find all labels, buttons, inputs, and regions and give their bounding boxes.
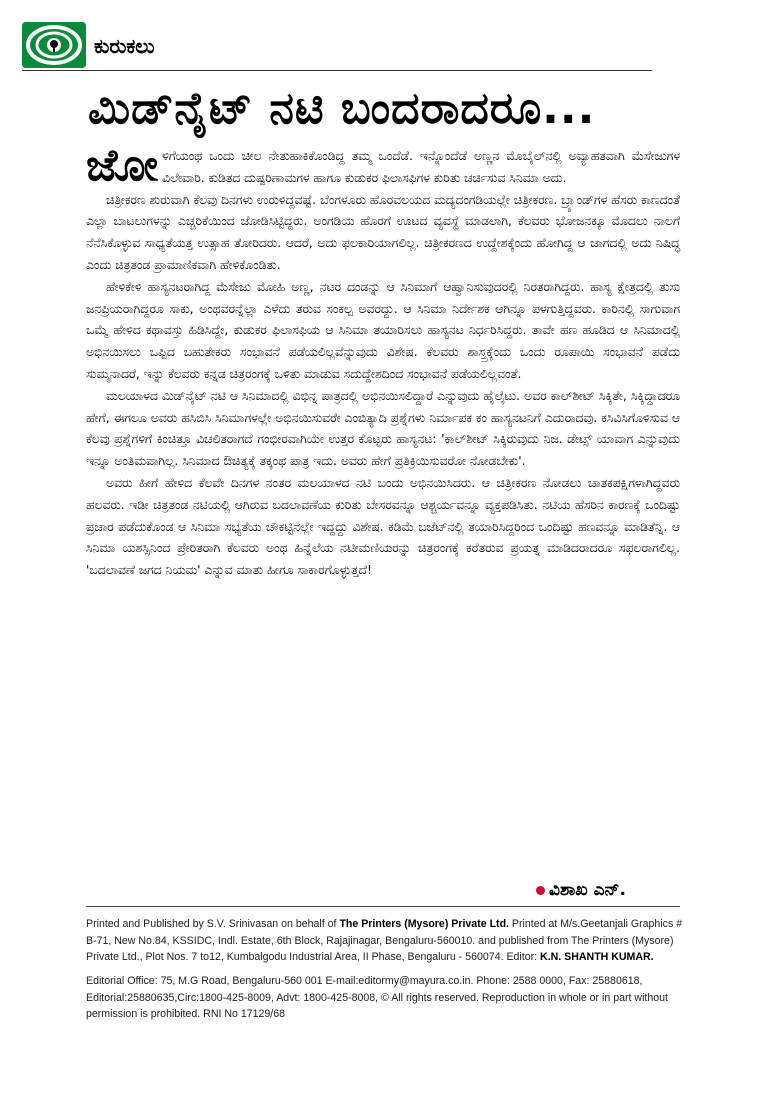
article-paragraph: ಚಿತ್ರೀಕರಣ ಶುರುವಾಗಿ ಕೆಲವು ದಿನಗಳು ಉರುಳಿದ್ದವಷ್ಟೆ. ಬೆಂಗಳೂರು ಹೊರವಲಯದ ಮದ್ಯದಂಗಡಿಯಲ್ಲೇ ಚಿತ್ರೀಕರಣ. ಬ್ರ್ಯಾಂಡ್‌ಗಳ ಹೆಸರು ಕಾಣದಂತೆ ಎಲ್ಲಾ ಬಾಟಲುಗಳನ್ನು ಎಚ್ಚರಿಕೆಯಿಂದ ಜೋಡಿಸಿಟ್ಟಿದ್ದರು. ಅಂಗಡಿಯ ಹೊರಗೆ ಊಟದ ವ್ಯವಸ್ಥೆ ಮಾಡಲಾಗಿ, ಕೆಲವರು ಭೋಜನಕ್ಕೂ ಮೊದಲು ನಾಲಗೆ ನೆನೆಸಿಕೊಳ್ಳುವ ಸಾಧ್ಯತೆಯತ್ತ ಉತ್ಸಾಹ ತೋರಿದರು. ಆದರೆ, ಅದು ಫಲಕಾರಿಯಾಗಲಿಲ್ಲ. ಚಿತ್ರೀಕರಣದ ಉದ್ದೇಶಕ್ಕೆಂದು ಹೋಗಿದ್ದ ಆ ಜಾಗದಲ್ಲಿ ಅದು ನಿಷಿದ್ಧ ಎಂದು ಚಿತ್ರತಂಡ ಪ್ರಾಮಾಣಿಕವಾಗಿ ಹೇಳಿಕೊಂಡಿತು. — [86, 192, 680, 272]
imprint-line — [86, 916, 686, 966]
editor-name: K.N. SHANTH KUMAR. — [540, 951, 654, 963]
bullet-icon — [536, 886, 545, 895]
publisher-name: The Printers (Mysore) Private Ltd. — [339, 918, 509, 930]
magazine-logo-icon — [22, 22, 86, 68]
editorial-office-info: Editorial Office: 75, M.G Road, Bengaluru-560 001 E-mail:editormy@mayura.co.in. Phone: 2588 0000, Fax: 25880618, Editorial:25880635,Circ:1800-425-8009, Advt: 1800-425-8008, © All rights reserved. Reproduction in whole or in part without permission is prohibited. RNI No 17129/68 — [86, 975, 668, 1020]
imprint-text: Printed at M/s.Geetanjali Graphics # B-71, New No.84, KSSIDC, Indl. Estate, 6th Block, Rajajinagar, Bengaluru-560010. and published from The Printers (Mysore) Private Ltd., Plot Nos. 7 to12, Kumbalgodu Industrial Area, II Phase, Bengaluru - 560074. Editor: — [86, 918, 683, 963]
page-header — [22, 20, 652, 72]
header-divider — [22, 70, 652, 71]
author-byline — [536, 880, 626, 900]
article-headline: ಮಿಡ್‌ನೈಟ್ ನಟಿ ಬಂದರಾದರೂ... — [88, 83, 596, 134]
section-title: ಕುರುಕಲು — [94, 34, 155, 58]
paragraph-text: ಳಿಗೆಯಂಥ ಒಂದು ಚೀಲ ನೇತುಹಾಕಿಕೊಂಡಿದ್ದ ತಮ್ಮ ಒಂದೆಡೆ. ಇನ್ನೊಂದೆಡೆ ಅಣ್ಣನ ಮೊಬೈಲ್‌ನಲ್ಲಿ ಅವ್ಯಾಹತವಾಗಿ ಮೆಸೇಜುಗಳ ವಿಲೇವಾರಿ. ಕುಡಿತದ ದುಷ್ಪರಿಣಾಮಗಳ ಹಾಗೂ ಕುಡುಕರ ಫಿಲಾಸಫಿಗಳ ಕುರಿತು ಚರ್ಚಿಸುವ ಸಿನಿಮಾ ಅದು. — [162, 149, 680, 185]
article-paragraph: ಅವರು ಹೀಗೆ ಹೇಳಿದ ಕೆಲವೇ ದಿನಗಳ ನಂತರ ಮಲಯಾಳದ ನಟಿ ಬಂದು ಅಭಿನಯಿಸಿದರು. ಆ ಚಿತ್ರೀಕರಣ ನೋಡಲು ಚಾತಕಪಕ್ಷಿಗಳಾಗಿದ್ದವರು ಹಲವರು. ಇಡೀ ಚಿತ್ರತಂಡ ನಟಿಯಲ್ಲಿ ಆಗಿರುವ ಬದಲಾವಣೆಯ ಕುರಿತು ಬೇಸರವನ್ನೂ ಆಶ್ಚರ್ಯವನ್ನೂ ವ್ಯಕ್ತಪಡಿಸಿತು. ನಟಿಯ ಹೆಸರಿನ ಕಾರಣಕ್ಕೆ ಒಂದಿಷ್ಟು ಪ್ರಚಾರ ಪಡೆದುಕೊಂಡ ಆ ಸಿನಿಮಾ ಸಭ್ಯತೆಯ ಚೌಕಟ್ಟಿನಲ್ಲೇ ಇದ್ದದ್ದು ವಿಶೇಷ. ಕಡಿಮೆ ಬಜೆಟ್‌ನಲ್ಲಿ ತಯಾರಿಸಿದ್ದರಿಂದ ಒಂದಿಷ್ಟು ಹಣವನ್ನೂ ಮಾಡಿತೆನ್ನಿ. ಆ ಸಿನಿಮಾ ಯಶಸ್ಸಿನಿಂದ ಪ್ರೇರಿತರಾಗಿ ಕೆಲವರು ಅಂಥ ಹಿನ್ನೆಲೆಯ ನಟೀಮಣಿಯರನ್ನು ಚಿತ್ರರಂಗಕ್ಕೆ ಕರೆತರುವ ಪ್ರಯತ್ನ ಮಾಡಿದರಾದರೂ ಸಫಲರಾಗಲಿಲ್ಲ. 'ಬದಲಾವಣೆ ಜಗದ ನಿಯಮ' ಎನ್ನುವ ಮಾತು ಹೀಗೂ ಸಾಕಾರಗೊಳ್ಳುತ್ತದೆ! — [86, 475, 680, 578]
footer-divider — [86, 906, 680, 907]
drop-cap: ಜೋ — [86, 140, 159, 191]
imprint-text: Printed and Published by S.V. Srinivasan on behalf of — [86, 918, 340, 930]
article-paragraph — [86, 140, 680, 191]
article-paragraph: ಹೇಳಿಕೇಳಿ ಹಾಸ್ಯನಟರಾಗಿದ್ದ ಮೆಸೇಜು ಮೋಹಿ ಅಣ್ಣ, ನಟರ ದಂಡನ್ನು ಆ ಸಿನಿಮಾಗೆ ಆಹ್ವಾನಿಸುವುದರಲ್ಲಿ ನಿರತರಾಗಿದ್ದರು. ಹಾಸ್ಯ ಕ್ಷೇತ್ರದಲ್ಲಿ ತುಸು ಜನಪ್ರಿಯರಾಗಿದ್ದರೂ ಸಾಕು, ಅಂಥವರನ್ನೆಲ್ಲಾ ಎಳೆದು ತರುವ ಸಂಕಲ್ಪ ಅವರದ್ದು. ಆ ಸಿನಿಮಾ ನಿರ್ದೇಶಕ ಆಗಿನ್ನೂ ಪಳಗುತ್ತಿದ್ದವರು. ಕಾರಿನಲ್ಲಿ ಸಾಗುವಾಗ ಒಮ್ಮೆ ಹೇಳಿದ ಕಥಾವಸ್ತು ಹಿಡಿಸಿದ್ದೇ, ಕುಡುಕರ ಫಿಲಾಸಫಿಯ ಆ ಸಿನಿಮಾ ತಯಾರಿಸಲು ಹಾಸ್ಯನಟ ನಿರ್ಧರಿಸಿದ್ದರು. ತಾವೇ ಹಣ ಹೂಡಿದ ಆ ಸಿನಿಮಾದಲ್ಲಿ ಅಭಿನಯಿಸಲು ಒಪ್ಪಿದ ಬಹುತೇಕರು ಸಂಭಾವನೆ ಪಡೆಯಲಿಲ್ಲವೆನ್ನುವುದು ವಿಶೇಷ. ಕೆಲವರು ಶಾಸ್ತ್ರಕ್ಕೆಂದು ಒಂದು ರೂಪಾಯಿ ಸಂಭಾವನೆ ಪಡೆದು ಸುಮ್ಮನಾದರೆ, ಇನ್ನು ಕೆಲವರು ಕನ್ನಡ ಚಿತ್ರರಂಗಕ್ಕೆ ಒಳಿತು ಮಾಡುವ ಸದುದ್ದೇಶದಿಂದ ಸಂಭಾವನೆ ಪಡೆಯಲಿಲ್ಲವಂತೆ. — [86, 279, 680, 381]
article-paragraph: ಮಲಯಾಳದ ಮಿಡ್‌ನೈಟ್ ನಟಿ ಆ ಸಿನಿಮಾದಲ್ಲಿ ವಿಭಿನ್ನ ಪಾತ್ರದಲ್ಲಿ ಅಭಿನಯಿಸಲಿದ್ದಾರೆ ಎನ್ನುವುದು ಹೈಲೈಟು. ಅವರ ಕಾಲ್‌ಶೀಟ್ ಸಿಕ್ಕಿತೇ, ಸಿಕ್ಕಿದ್ದಾದರೂ ಹೇಗೆ, ಈಗಲೂ ಅವರು ಹಸಿಬಿಸಿ ಸಿನಿಮಾಗಳಲ್ಲೇ ಅಭಿನಯಿಸುವರೇ ಎಂಬಿತ್ಯಾದಿ ಪ್ರಶ್ನೆಗಳು ನಿರ್ಮಾಪಕ ಕಂ ಹಾಸ್ಯನಟನಿಗೆ ಎದುರಾದವು. ಕಸಿವಿಸಿಗೊಳಿಸುವ ಆ ಕೆಲವು ಪ್ರಶ್ನೆಗಳಿಗೆ ಕಿಂಚಿತ್ತೂ ವಿಚಲಿತರಾಗದೆ ಗಂಭೀರವಾಗಿಯೇ ಉತ್ತರ ಕೊಟ್ಟರು ಹಾಸ್ಯನಟ: 'ಕಾಲ್‌ಶೀಟ್ ಸಿಕ್ಕಿರುವುದು ನಿಜ. ಡೇಟ್ಸ್ ಯಾವಾಗ ಎನ್ನುವುದು ಇನ್ನೂ ಅಂತಿಮವಾಗಿಲ್ಲ. ಸಿನಿಮಾದ ಔಚಿತ್ಯಕ್ಕೆ ತಕ್ಕಂಥ ಪಾತ್ರ ಇದು. ಅವರು ಹೇಗೆ ಪ್ರತಿಕ್ರಿಯಿಸುವರೋ ನೋಡಬೇಕು'. — [86, 388, 680, 469]
author-name: ವಿಶಾಖ ಎನ್. — [549, 880, 626, 900]
article-body — [86, 140, 680, 582]
